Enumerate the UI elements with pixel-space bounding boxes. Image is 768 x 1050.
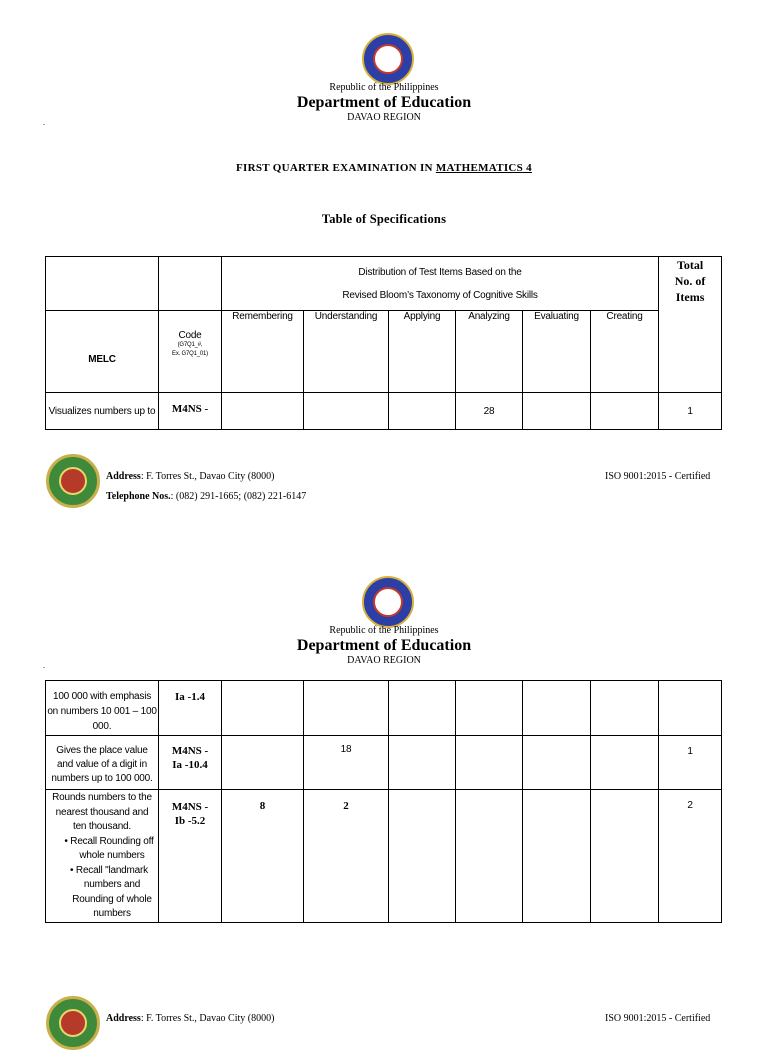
bullet-line: whole numbers — [79, 850, 145, 861]
exam-title: FIRST QUARTER EXAMINATION IN MATHEMATICS 4 — [236, 162, 532, 174]
table-row — [46, 736, 722, 790]
melc-head: MELC — [46, 311, 159, 393]
level-analyzing: Analyzing — [456, 311, 523, 393]
total-head-line-2: No. of — [674, 274, 706, 288]
code-line: Ia -10.4 — [172, 759, 208, 771]
melc-line: ten thousand. — [72, 821, 131, 832]
analyzing-cell — [456, 736, 523, 790]
region-text: DAVAO REGION — [347, 112, 421, 123]
republic-text: Republic of the Philippines — [329, 625, 439, 636]
understanding-cell — [304, 393, 389, 430]
code-line: M4NS - — [171, 801, 209, 813]
applying-cell — [389, 790, 456, 923]
melc-line: on numbers 10 001 – 100 — [47, 706, 157, 717]
creating-cell — [591, 393, 659, 430]
bullet-line: Recall "landmark — [75, 864, 148, 876]
bullet-icon: • — [64, 835, 71, 847]
melc-cell — [46, 736, 159, 790]
bullet-line: Recall Rounding off — [70, 835, 154, 847]
analyzing-cell — [456, 790, 523, 923]
tos-table-continued — [45, 680, 722, 923]
table-row — [46, 393, 722, 430]
code-head-top — [159, 257, 222, 311]
republic-text: Republic of the Philippines — [329, 82, 439, 93]
footer-iso: ISO 9001:2015 - Certified — [605, 471, 711, 482]
total-head — [659, 257, 722, 393]
understanding-cell: 2 — [304, 790, 389, 923]
stray-dot: . — [43, 118, 45, 127]
deped-seal-icon — [362, 576, 414, 628]
distribution-line-2: Revised Bloom’s Taxonomy of Cognitive Skills — [342, 289, 538, 301]
bullet-line: numbers and — [83, 879, 141, 890]
code-head-label: Code — [178, 330, 202, 341]
applying-cell — [389, 681, 456, 736]
applying-cell — [389, 393, 456, 430]
remembering-cell — [222, 681, 304, 736]
code-head — [159, 311, 222, 393]
remembering-cell: 8 — [222, 790, 304, 923]
melc-line: nearest thousand and — [55, 806, 149, 818]
code-cell — [159, 736, 222, 790]
understanding-cell — [304, 681, 389, 736]
footer-address: Address: F. Torres St., Davao City (8000) — [106, 1013, 275, 1024]
code-example-2: Ex. G7Q1_01) — [172, 351, 208, 357]
department-title: Department of Education — [296, 94, 472, 111]
melc-cell: Visualizes numbers up to — [46, 393, 159, 430]
melc-cell — [46, 790, 159, 923]
davao-region-seal-icon — [46, 454, 100, 508]
footer-telephone: Telephone Nos.: (082) 291-1665; (082) 221-6147 — [106, 491, 307, 502]
bullet-line: numbers — [93, 908, 131, 919]
level-understanding: Understanding — [304, 311, 389, 393]
total-cell — [659, 681, 722, 736]
melc-cell — [46, 681, 159, 736]
melc-line: Rounds numbers to the — [52, 792, 152, 803]
code-cell: Ia -1.4 — [159, 681, 222, 736]
davao-region-seal-icon — [46, 996, 100, 1050]
melc-line: 100 000 with emphasis — [52, 691, 152, 702]
melc-line: and value of a digit in — [57, 759, 147, 770]
remembering-cell — [222, 736, 304, 790]
total-head-line-1: Total — [676, 258, 704, 272]
total-cell: 1 — [659, 736, 722, 790]
melc-line: numbers up to 100 000. — [51, 773, 153, 784]
bullet-line: Rounding of whole — [72, 893, 152, 905]
evaluating-cell — [523, 393, 591, 430]
exam-subject: MATHEMATICS 4 — [435, 162, 532, 174]
distribution-line-1: Distribution of Test Items Based on the — [358, 266, 522, 278]
evaluating-cell — [523, 681, 591, 736]
melc-line: Gives the place value — [56, 745, 148, 756]
evaluating-cell — [523, 736, 591, 790]
level-remembering: Remembering — [222, 311, 304, 393]
bullet-icon: • — [70, 864, 76, 876]
code-line: M4NS - — [171, 745, 209, 757]
creating-cell — [591, 790, 659, 923]
evaluating-cell — [523, 790, 591, 923]
deped-seal-icon — [362, 33, 414, 85]
bullet-item — [46, 835, 158, 864]
tos-table-header — [45, 256, 722, 430]
region-text: DAVAO REGION — [347, 655, 421, 666]
level-evaluating: Evaluating — [523, 311, 591, 393]
bullet-item — [46, 864, 158, 922]
total-cell: 1 — [659, 393, 722, 430]
table-row — [46, 681, 722, 736]
understanding-cell: 18 — [304, 736, 389, 790]
tos-title: Table of Specifications — [321, 212, 447, 226]
distribution-head — [222, 257, 659, 311]
code-line: Ib -5.2 — [174, 815, 206, 827]
department-title: Department of Education — [296, 637, 472, 654]
code-cell — [159, 790, 222, 923]
level-applying: Applying — [389, 311, 456, 393]
total-cell: 2 — [659, 790, 722, 923]
analyzing-cell: 28 — [456, 393, 523, 430]
creating-cell — [591, 681, 659, 736]
code-example-1: (G7Q1_#, — [177, 342, 203, 348]
remembering-cell — [222, 393, 304, 430]
total-head-line-3: Items — [675, 290, 705, 304]
table-row — [46, 790, 722, 923]
melc-head-top — [46, 257, 159, 311]
level-creating: Creating — [591, 311, 659, 393]
melc-line: 000. — [92, 721, 112, 732]
code-cell: M4NS - — [159, 393, 222, 430]
stray-dot: . — [43, 661, 45, 670]
footer-iso: ISO 9001:2015 - Certified — [605, 1013, 711, 1024]
footer-address: Address: F. Torres St., Davao City (8000) — [106, 471, 275, 482]
creating-cell — [591, 736, 659, 790]
analyzing-cell — [456, 681, 523, 736]
applying-cell — [389, 736, 456, 790]
